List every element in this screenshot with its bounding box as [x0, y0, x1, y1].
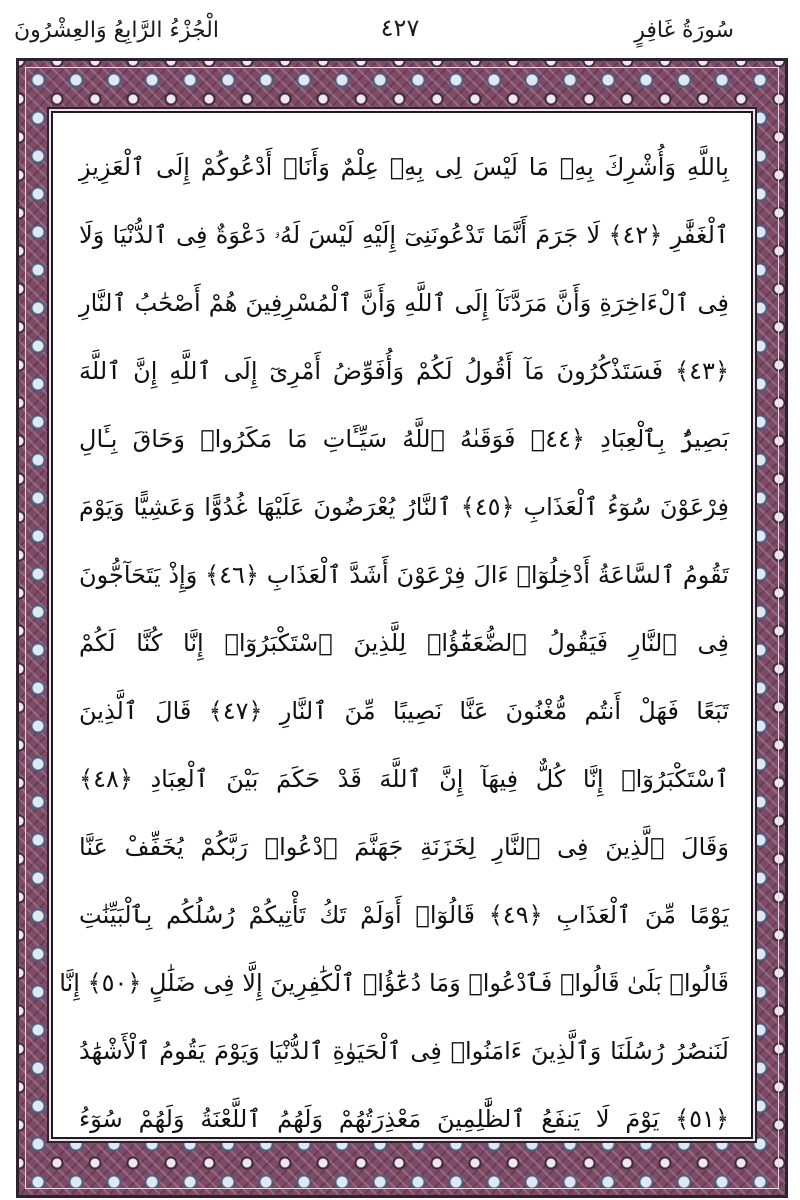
verse-line: ٱسْتَكْبَرُوٓا۟ إِنَّا كُلٌّ فِيهَآ إِنَّ ٱللَّهَ قَدْ حَكَمَ بَيْنَ ٱلْعِبَادِ ﴿٤٨﴾ [79, 765, 729, 793]
verse-line: قَالُوا۟ بَلَىٰ قَالُوا۟ فَٱدْعُوا۟ وَمَا دُعَٰٓؤُا۟ ٱلْكَٰفِرِينَ إِلَّا فِى ضَلَٰلٍ ﴿٥٠﴾ إِنَّا [59, 969, 729, 997]
ornamental-border [16, 58, 788, 1198]
verse-line: فِرْعَوْنَ سُوٓءُ ٱلْعَذَابِ ﴿٤٥﴾ ٱلنَّارُ يُعْرَضُونَ عَلَيْهَا غُدُوًّا وَعَشِيًّا وَيَوْمَ [79, 493, 729, 521]
verse-line: تَقُومُ ٱلسَّاعَةُ أَدْخِلُوٓا۟ ءَالَ فِرْعَوْنَ أَشَدَّ ٱلْعَذَابِ ﴿٤٦﴾ وَإِذْ يَتَحَآجُّونَ [79, 561, 729, 589]
verse-line: بَصِيرٌۢ بِٱلْعِبَادِ ﴿٤٤﴾ فَوَقَىٰهُ ٱللَّهُ سَيِّـَٔاتِ مَا مَكَرُوا۟ وَحَاقَ بِـَٔالِ [79, 425, 729, 453]
verse-line: ﴿٤٣﴾ فَسَتَذْكُرُونَ مَآ أَقُولُ لَكُمْ وَأُفَوِّضُ أَمْرِىٓ إِلَى ٱللَّهِ إِنَّ ٱللَّهَ [79, 357, 729, 385]
juz-name: الْجُزْءُ الرَّابِعُ وَالعِشْرُونَ [14, 18, 219, 43]
verse-line: بِاللَّهِ وَأُشْرِكَ بِهِۦ مَا لَيْسَ لِى بِهِۦ عِلْمٌ وَأَنَا۠ أَدْعُوكُمْ إِلَى ٱلْعَزِيزِ [79, 153, 729, 181]
verse-line: يَوْمًا مِّنَ ٱلْعَذَابِ ﴿٤٩﴾ قَالُوٓا۟ أَوَلَمْ تَكُ تَأْتِيكُمْ رُسُلُكُم بِٱلْبَيِّنَٰتِ [79, 901, 729, 929]
verse-line: لَنَنصُرُ رُسُلَنَا وَٱلَّذِينَ ءَامَنُوا۟ فِى ٱلْحَيَوٰةِ ٱلدُّنْيَا وَيَوْمَ يَقُومُ ٱلْأَشْهَٰدُ [79, 1037, 729, 1065]
text-panel [51, 111, 753, 1139]
verse-line: فِى ٱلْءَاخِرَةِ وَأَنَّ مَرَدَّنَآ إِلَى ٱللَّهِ وَأَنَّ ٱلْمُسْرِفِينَ هُمْ أَصْحَٰبُ ٱلنَّارِ [79, 289, 729, 317]
verse-line: وَقَالَ ٱلَّذِينَ فِى ٱلنَّارِ لِخَزَنَةِ جَهَنَّمَ ٱدْعُوا۟ رَبَّكُمْ يُخَفِّفْ عَنَّا [79, 833, 729, 861]
surah-name: سُورَةُ غَافِرٍ [634, 18, 734, 43]
verse-line: ٱلْغَفَّٰرِ ﴿٤٢﴾ لَا جَرَمَ أَنَّمَا تَدْعُونَنِىٓ إِلَيْهِ لَيْسَ لَهُۥ دَعْوَةٌ فِى ٱلدُّنْيَا وَلَا [79, 221, 729, 249]
verse-line: فِى ٱلنَّارِ فَيَقُولُ ٱلضُّعَفَٰٓؤُا۟ لِلَّذِينَ ٱسْتَكْبَرُوٓا۟ إِنَّا كُنَّا لَكُمْ [79, 629, 729, 657]
page-header [0, 0, 800, 62]
verse-lines [59, 133, 730, 1153]
page-number: ٤٢٧ [380, 14, 420, 42]
verse-line: تَبَعًا فَهَلْ أَنتُم مُّغْنُونَ عَنَّا نَصِيبًا مِّنَ ٱلنَّارِ ﴿٤٧﴾ قَالَ ٱلَّذِينَ [79, 697, 730, 725]
verse-line: ﴿٥١﴾ يَوْمَ لَا يَنفَعُ ٱلظَّٰلِمِينَ مَعْذِرَتُهُمْ وَلَهُمُ ٱللَّعْنَةُ وَلَهُمْ سُوٓءُ [79, 1105, 729, 1133]
